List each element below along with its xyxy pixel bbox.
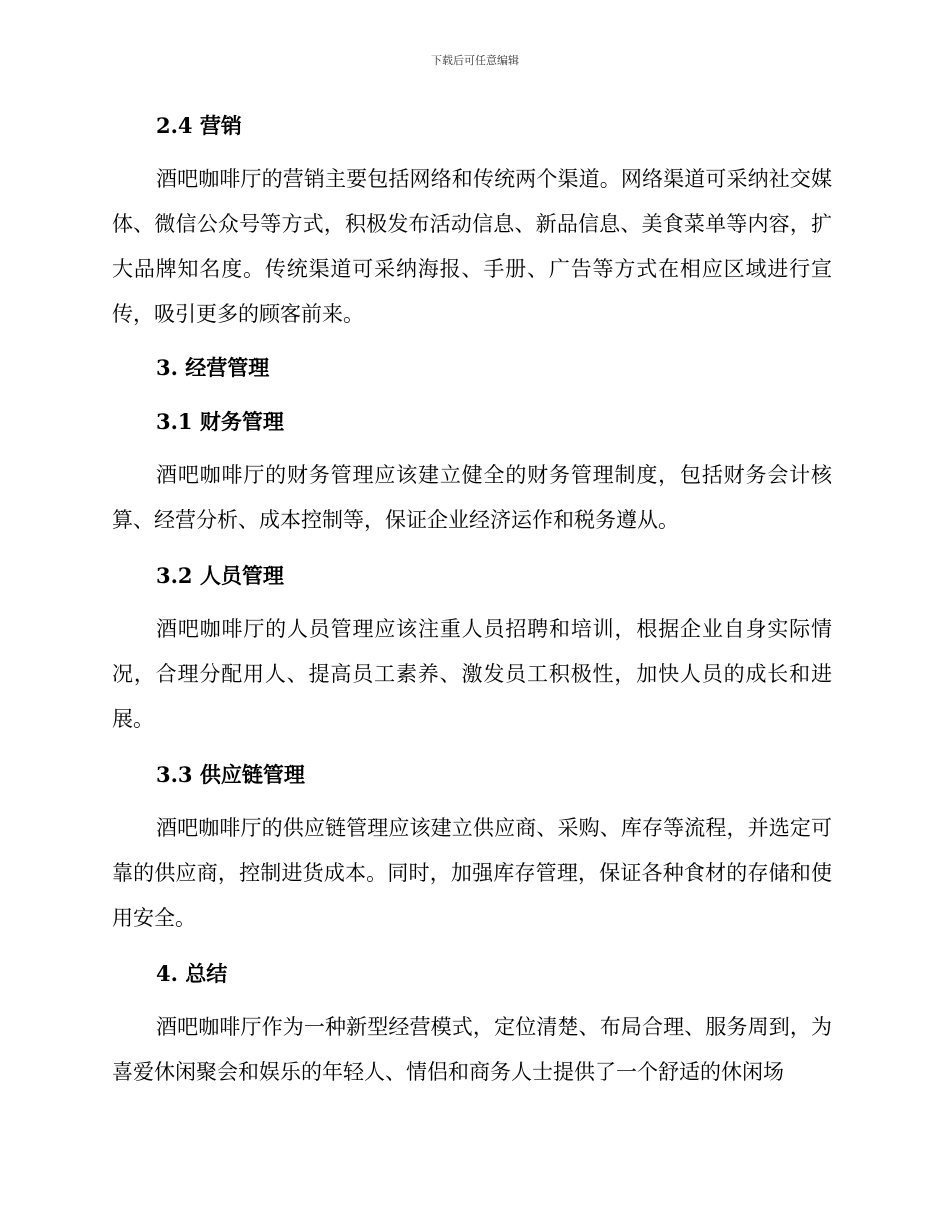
section-heading-3-2: 3.2 人员管理	[156, 563, 284, 588]
section-paragraph-3-3: 酒吧咖啡厅的供应链管理应该建立供应商、采购、库存等流程，并选定可靠的供应商，控制进货成本。同时，加强库存管理，保证各种食材的存储和使用安全。	[112, 816, 832, 930]
section-heading-3-3: 3.3 供应链管理	[156, 762, 305, 787]
section-paragraph-3-1: 酒吧咖啡厅的财务管理应该建立健全的财务管理制度，包括财务会计核算、经营分析、成本控制等，保证企业经济运作和税务遵从。	[112, 463, 832, 532]
section-heading-2-4: 2.4 营销	[156, 113, 242, 138]
section-heading-4: 4. 总结	[156, 961, 228, 986]
section-paragraph-2-4: 酒吧咖啡厅的营销主要包括网络和传统两个渠道。网络渠道可采纳社交媒体、微信公众号等方式，积极发布活动信息、新品信息、美食菜单等内容，扩大品牌知名度。传统渠道可采纳海报、手册、广告等方式在相应区域进行宣传，吸引更多的顾客前来。	[112, 167, 832, 326]
document-body	[112, 110, 832, 1095]
section-heading-3: 3. 经营管理	[156, 355, 270, 380]
section-paragraph-3-2: 酒吧咖啡厅的人员管理应该注重人员招聘和培训，根据企业自身实际情况，合理分配用人、提高员工素养、激发员工积极性，加快人员的成长和进展。	[112, 617, 832, 731]
page-header: 下载后可任意编辑	[431, 54, 519, 67]
section-paragraph-4: 酒吧咖啡厅作为一种新型经营模式，定位清楚、布局合理、服务周到，为喜爱休闲聚会和娱乐的年轻人、情侣和商务人士提供了一个舒适的休闲场	[112, 1015, 832, 1084]
section-heading-3-1: 3.1 财务管理	[156, 409, 284, 434]
